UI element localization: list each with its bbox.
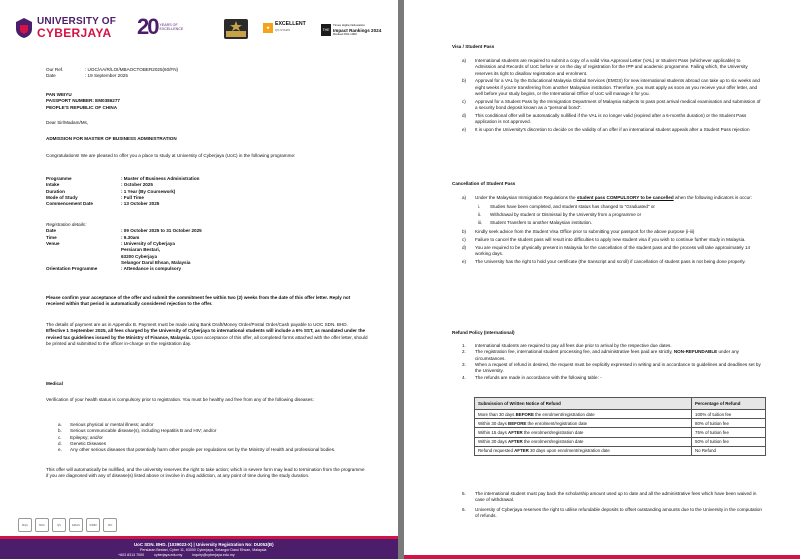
registration-value: : 9.30am [121, 234, 140, 240]
list-marker: i. [478, 204, 481, 210]
footer-stripe [404, 555, 800, 559]
cancel-list [462, 195, 762, 267]
list-marker: d) [462, 244, 467, 250]
list-marker: c. [58, 434, 62, 440]
medical-intro: Verification of your health status is compulsory prior to registration. You must be healthy and free from any of the following diseases: [46, 397, 314, 402]
footer-web[interactable]: cyberjaya.edu.my [154, 553, 183, 557]
list-marker: e) [462, 127, 467, 133]
accreditation-badge-icon: QS [52, 518, 66, 532]
refund-2-b: NON-REFUNDABLE [673, 349, 718, 355]
visa-list [462, 58, 762, 135]
list-item [462, 229, 762, 235]
list-marker: a. [58, 422, 62, 427]
list-text: Student Transfers to another Malaysian institution. [490, 219, 593, 225]
refund-2-a: The registration fee, international student processing fee, and administrative fees paid are strictly, [475, 349, 674, 355]
table-cell-percentage: 80% of tuition fee [692, 419, 766, 428]
list-item [462, 58, 762, 77]
list-text: Approval for a VAL by the Educational Malaysia Global Services (EMGS) for new international students abroad can take up to six weeks and eight weeks if you're transferring from another Malaysian institution. Therefore, you must apply as soon as you receive your offer letter, and well before your study begins, or the International Office of UoC will manage it for you. [475, 78, 760, 97]
letter-subject: ADMISSION FOR MASTER OF BUSINESS ADMINISTRATION [46, 136, 177, 141]
list-item: a) Under the Malaysian Immigration Regulations the student pass COMPULSORY to be cancelled when the following indicators is occur: [462, 195, 753, 200]
qs-rating-badge [263, 22, 306, 33]
list-item [462, 113, 762, 126]
list-item [462, 259, 762, 265]
table-row [475, 437, 766, 446]
recipient-passport: PASSPORT NUMBER: EM0386277 [46, 98, 120, 104]
registration-value: Persiaran Bestari, [121, 247, 161, 253]
registration-details [46, 222, 368, 273]
footer-address: Persiaran Bestari, Cyber 11, 63000 Cyberjaya, Selangor Darul Ehsan, Malaysia [140, 548, 267, 552]
list-text: Withdrawal by student or Dismissal by the University from a programme or [490, 212, 642, 218]
notice-a: Within 30 days [478, 439, 509, 445]
the-line3: Ranked 801-1000 [333, 31, 357, 36]
programme-value: : October 2025 [121, 182, 153, 188]
footer-phone: +603 8313 7000 [118, 553, 145, 557]
accreditation-badge-icon: EMGS [69, 518, 83, 532]
rating-sub: QS STARS [275, 27, 290, 32]
table-cell-notice [475, 437, 692, 446]
refund-list-cont [462, 491, 762, 519]
list-marker: e. [58, 447, 62, 453]
reference-block [46, 67, 376, 80]
notice-c: 30 days upon enrolment/registration date [528, 448, 610, 454]
notice-b: BEFORE [508, 420, 527, 426]
notice-b: AFTER [508, 429, 523, 435]
registration-key: Date [46, 228, 56, 234]
refund-4: The refunds are made in accordance with the following table: - [475, 374, 602, 380]
confirm-paragraph: Please confirm your acceptance of the offer and submit the commitment fee within two (2) weeks from the date of this offer letter. Reply not received within that period is automatically considered rejection to the offer. [46, 295, 351, 307]
congrats-paragraph: Congratulations! We are pleased to offer you a place to study at University of Cyberjaya (UoC) in the following programme: [46, 153, 296, 158]
list-text: International students are required to submit a copy of a valid Visa Approval Letter (VAL) or Student Pass (whichever applicable) to Admission and Records of UoC before or on the day of registration for the IPP and academic programme. Failing which, the University reserves its right to disallow registration and enrolment. [475, 58, 748, 76]
notice-c: the enrolment/registration date [522, 439, 584, 445]
list-text: Kindly seek advice from the Student Visa Office prior to submitting your passport for the above purpose (i-iii) [475, 229, 695, 235]
footer-band [0, 539, 398, 559]
table-cell-percentage: No Refund [692, 446, 766, 455]
list-marker: b) [462, 229, 467, 235]
programme-key: Mode of Study [46, 194, 78, 200]
list-item: 2. The registration fee, international student processing fee, and administrative fees paid are strictly, NON-REFUNDABLE under any circumstances. [462, 349, 739, 361]
anniversary-mark [137, 14, 185, 40]
list-text: This conditional offer will be automatically nullified if the VAL is no longer valid (expired after a 6-months duration) or the Student Pass application is not approved. [475, 113, 747, 125]
refund-3: When a request of refund is desired, the request must be explicitly expressed in writing and in accordance to guidelines and deadlines set by the University. [475, 361, 761, 374]
the-ranking-badge [321, 24, 381, 36]
list-marker: e) [462, 259, 467, 265]
programme-details [46, 176, 368, 208]
notice-c: the enrolment/registration date [526, 420, 588, 426]
footer-contacts [118, 553, 235, 557]
refund-1: International students are required to pay all fees due prior to arrival by the respective due dates. [475, 343, 672, 348]
programme-key: Commencement Date [46, 201, 93, 207]
list-item [462, 127, 762, 133]
list-item [462, 99, 762, 112]
anniversary-text: YEARS OF EXCELLENCE [159, 23, 184, 31]
refund-table [474, 397, 766, 456]
registration-value: 63200 Cyberjaya [121, 253, 158, 259]
programme-key: Intake [46, 182, 60, 188]
qs-stars-icon: ★ [263, 23, 273, 33]
registration-key: Venue [46, 240, 60, 246]
medical-list [58, 422, 368, 454]
table-header-row [475, 398, 766, 410]
programme-value: : 1 Year (By Coursework) [121, 188, 176, 194]
visa-heading: Visa / Student Pass [452, 44, 495, 49]
accreditation-badge-icon: SIRIM [86, 518, 100, 532]
recipient-country: PEOPLE'S REPUBLIC OF CHINA [46, 104, 118, 110]
notice-b: AFTER [514, 448, 529, 454]
list-item [58, 447, 368, 453]
recipient-block [46, 92, 120, 111]
table-row [475, 428, 766, 437]
logo-line1: UNIVERSITY OF [37, 16, 117, 27]
table-cell-notice [475, 446, 692, 455]
table-cell-percentage: 75% of tuition fee [692, 428, 766, 437]
star-rating-badge-icon [223, 18, 249, 40]
list-item: 3. When a request of refund is desired, the request must be explicitly expressed in writing and in accordance to guidelines and deadlines set by the University. [462, 361, 761, 374]
registration-row [46, 266, 368, 272]
list-text: Serious communicable disease(s), including Hepatitis B and HIV; and/or [70, 428, 217, 434]
list-item [462, 237, 762, 243]
notice-a: Within 30 days [478, 420, 509, 426]
list-text: You are required to be physically present in Malaysia for the cancellation of the student pass and the process will take approximately 14 working days. [475, 244, 751, 257]
payment-text-c: Upon acceptance of this offer, all completed forms attached with the offer letter, should be printed and submitted to the officer in-charge on the registration day. [46, 334, 368, 346]
list-item: 5. The international student must pay back the scholarship amount used up to date and all the administrative fees which have been waived in case of withdrawal. [462, 491, 762, 504]
list-text: Epilepsy; and/or [70, 434, 103, 440]
university-logo [15, 16, 116, 39]
list-text: Genetic Diseases [70, 440, 107, 446]
registration-key: Orientation Programme [46, 266, 98, 272]
list-text: Serious physical or mental illness; and/or [70, 422, 154, 427]
refund-list [462, 343, 762, 381]
list-marker: ii. [478, 212, 482, 218]
letterhead [15, 14, 386, 48]
refund-5: The international student must pay back the scholarship amount used up to date and all the administrative fees which have been waived in case of withdrawal. [475, 491, 757, 503]
list-marker: iii. [478, 219, 483, 225]
list-item [462, 245, 762, 258]
letter-page-2 [404, 0, 800, 559]
list-text: It is upon the University's discretion to decide on the validity of an offer if an international student appeals after a Student Pass rejection [475, 127, 750, 133]
cancel-a-pre: Under the Malaysian Immigration Regulations the [475, 195, 577, 200]
payment-paragraph [46, 322, 368, 347]
notice-a: Within 15 days [478, 429, 509, 435]
programme-value: : 13 October 2025 [121, 201, 160, 207]
list-item [478, 204, 762, 210]
medical-heading: Medical [46, 381, 63, 386]
accreditation-badges [18, 518, 117, 532]
recipient-name: PAN WEIYU [46, 92, 72, 97]
the-line1: Times Higher Education [333, 23, 365, 27]
date-value: : 19 September 2025 [85, 73, 128, 79]
logo-line2: CYBERJAYA [37, 26, 112, 40]
table-cell-notice [475, 428, 692, 437]
ref-label: Our Ref. [46, 67, 64, 72]
list-marker: c) [462, 237, 466, 243]
notice-c: the enrolment/registration date [533, 411, 595, 417]
the-title: Impact Rankings 2024 [333, 27, 382, 33]
refund-6: University of Cyberjaya reserves the right to utilise refundable deposits to offset outstanding amounts due to the University in the computation of refunds. [475, 506, 762, 518]
medical-conclusion: This offer will automatically be nullified, and the university reserves the right to take action; which in severe form may lead to termination from the programme if you are diagnosed with any of disease(s) listed above or involve in drug addiction, at any point of time during the study duration. [46, 467, 365, 479]
list-marker: c) [462, 98, 466, 104]
salutation: Dear Sir/Madam/Ms, [46, 120, 89, 125]
list-item [462, 78, 762, 97]
list-text: Failure to cancel the student pass will result into difficulties to apply new student visa if you wish to continue further study in Malaysia. [475, 237, 746, 243]
programme-key: Duration [46, 188, 65, 194]
list-text: Approval for a Student Pass by the Immigration Department of Malaysia subjects to pass post arrival medical examination and submission of a security bond deposit known as a "personal bond". [475, 98, 761, 111]
accreditation-badge-icon: ISO [103, 518, 117, 532]
table-header-notice: Submission of Written Notice of Refund [475, 398, 692, 410]
programme-value: : Full Time [121, 194, 144, 200]
footer-email[interactable]: inquiry@cyberjaya.edu.my [192, 553, 235, 557]
rating-label: EXCELLENT [275, 21, 306, 27]
anniversary-number: 20 [137, 14, 158, 39]
payment-text-a: The details of payment are as in Appendix B. Payment must be made using Bank Draft/Money Order/Postal Order/Cash payable to UOC SDN. BHD. [46, 322, 348, 327]
list-item: 6. University of Cyberjaya reserves the right to utilise refundable deposits to offset outstanding amounts due to the University in the computation of refunds. [462, 506, 762, 518]
list-marker: d) [462, 113, 467, 119]
list-text: The University has the right to hold your certificate (the transcript and scroll) if cancellation of student pass is not being done properly. [475, 259, 746, 265]
registration-heading: Registration details: [46, 222, 87, 227]
table-cell-notice [475, 410, 692, 419]
list-item: 1. International students are required to pay all fees due prior to arrival by the respective due dates. [462, 343, 672, 348]
programme-row [46, 201, 368, 207]
notice-a: Refund requested [478, 448, 515, 454]
registration-value: : Attendance is compulsory [121, 266, 182, 272]
the-logo-icon: THE [321, 24, 331, 36]
list-item: 4. The refunds are made in accordance with the following table: - [462, 374, 602, 380]
list-marker: d. [58, 440, 62, 446]
table-cell-percentage: 50% of tuition fee [692, 437, 766, 446]
cancel-heading: Cancellation of Student Pass [452, 181, 516, 186]
notice-b: AFTER [508, 439, 523, 445]
table-cell-percentage: 100% of tuition fee [692, 410, 766, 419]
letter-footer [0, 515, 398, 559]
cancel-a-bold: student pass COMPULSORY to be cancelled [576, 195, 674, 200]
table-cell-notice [475, 419, 692, 428]
registration-key: Time [46, 234, 57, 240]
payment-text-sst: Effective 1 September 2025, all fees charged by the University of Cyberjaya to international students will include a 6% SST, as mandated under the revised tax guidelines issued by the Ministry of Finance, Malaysia. [46, 328, 366, 340]
table-row [475, 410, 766, 419]
letter-page-1 [0, 0, 398, 559]
list-item [478, 212, 762, 218]
table-row [475, 446, 766, 455]
ref-value: : UOC/AA/R/LOI/MBAOCTOBER2025(60/FN) [85, 67, 179, 72]
notice-b: BEFORE [515, 411, 534, 417]
list-item [478, 220, 762, 226]
programme-value: : Master of Business Administration [121, 176, 200, 181]
registration-value: : 09 October 2025 to 31 October 2025 [121, 228, 202, 234]
refund-2-c: under any circumstances. [475, 349, 739, 361]
programme-key: Programme [46, 176, 72, 181]
refund-heading: Refund Policy (International) [452, 330, 515, 335]
footer-company: UoC SDN. BHD. (1039023-X) | University Registration No: DU053(B) [134, 542, 274, 547]
table-header-percentage: Percentage of Refund [692, 398, 766, 410]
list-text: Studies have been completed, and student status has changed to "Graduated" or [490, 204, 655, 210]
date-label: Date [46, 73, 56, 79]
accreditation-badge-icon: MQA [18, 518, 32, 532]
table-row [475, 419, 766, 428]
accreditation-badge-icon: MSC [35, 518, 49, 532]
list-marker: b) [462, 78, 467, 84]
notice-c: the enrolment/registration date [522, 429, 584, 435]
registration-value: : University of Cyberjaya [121, 240, 175, 246]
crest-icon [15, 17, 33, 39]
list-text: Any other serious diseases that potentially harm other people per regulations set by the Ministry of Health and professional bodies. [70, 447, 336, 453]
list-marker: a) [462, 58, 467, 63]
list-marker: b. [58, 428, 62, 434]
cancel-a-post: when the following indicators is occur: [673, 195, 753, 200]
notice-a: More than 30 days [478, 411, 516, 417]
registration-value: Selangor Darul Ehsan, Malaysia [121, 259, 191, 265]
